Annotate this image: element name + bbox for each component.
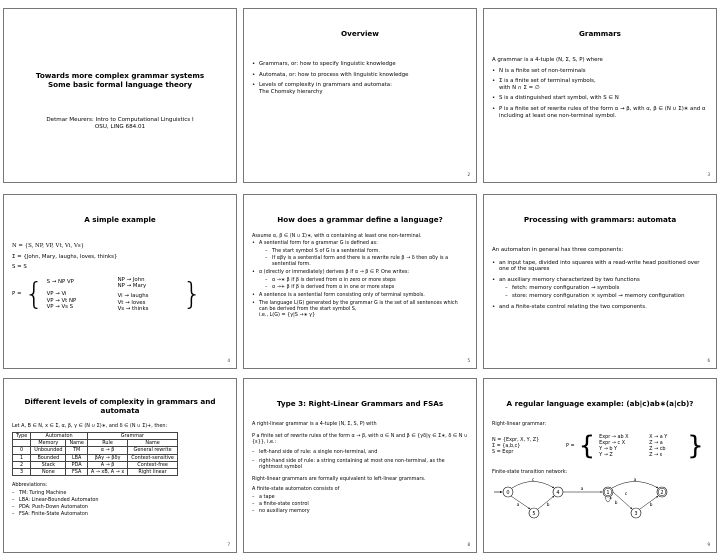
- abbr-list: [12, 490, 228, 517]
- table-cell: Name: [66, 440, 87, 447]
- sub-item: – left-hand side of rule: a single non-terminal, and: [252, 449, 378, 455]
- grammar-block: [492, 433, 708, 459]
- bullet-text: N is a finite set of non-terminals: [499, 67, 586, 74]
- slide-7: [3, 378, 237, 553]
- table-header-row: [13, 433, 178, 440]
- bullet: • and a finite-state control relating the two components.: [492, 303, 647, 310]
- slide-2-body: [252, 61, 468, 99]
- fsa-edge-label: b: [546, 503, 550, 508]
- bullet-text: an input tape, divided into squares with a read-write head positioned over one of the squares: [499, 259, 700, 273]
- brace-right: }: [687, 431, 704, 461]
- grammar-defs: [492, 437, 562, 455]
- chomsky-table: [12, 432, 178, 476]
- table-cell: 2: [13, 461, 31, 468]
- sub-list: [265, 277, 468, 290]
- bullet-text: A sentence is a sentential form consisting only of terminal symbols.: [259, 292, 425, 298]
- sub-item: – If αβγ is a sentential form and there is a rewrite rule β → δ then αδγ is a sentential form.: [265, 255, 449, 267]
- rule: NP → Mary: [117, 283, 147, 290]
- bullet: • The language L(G) generated by the grammar G is the set of all sentences which can be derived from the start symbol S, i.e., L(G) = {γ|S →∗ γ}: [252, 300, 458, 318]
- abbr-title: Abbreviations:: [12, 482, 48, 489]
- slide-7-title: Different levels of complexity in grammars and automata: [24, 397, 216, 415]
- intro-text: A grammar is a 4-tuple (N, Σ, S, P) where: [492, 57, 603, 63]
- bullet-text: Σ is a finite set of terminal symbols, with N ∩ Σ = ∅: [499, 78, 596, 91]
- bullet: • S is a distinguished start symbol, with S ∈ N: [492, 95, 619, 102]
- slide-8-body: [252, 421, 468, 515]
- p-label: P =: [12, 291, 22, 298]
- sub-item: – The start symbol S of G is a sentential form.: [265, 248, 380, 254]
- slide-1-author: Detmar Meurers: Intro to Computational Linguistics I OSU, LING 684.01: [46, 117, 194, 130]
- table-subheader-row: [13, 440, 178, 447]
- intro-text: A right-linear grammar is a 4-tuple (N, Σ, S, P) with: [252, 421, 377, 427]
- bullet: • Grammars, or: how to specify linguistic knowledge: [252, 61, 396, 67]
- slide-3-body: [492, 57, 708, 123]
- sub-item: – fetch: memory configuration → symbols: [505, 285, 620, 292]
- fsa-intro: A finite-state automaton consists of: [252, 486, 340, 492]
- page-number: 3: [707, 172, 710, 177]
- nonterminals-line: N = {Expr, X, Y, Z}: [492, 437, 540, 443]
- fsa-edge-label: a: [516, 503, 520, 508]
- slide-2-title: Overview: [341, 29, 379, 38]
- brace-left: {: [578, 431, 596, 461]
- sub-text: α →∗ β if β is derived from α in zero or more steps: [272, 277, 396, 283]
- table-header: Type: [13, 433, 31, 440]
- bullet: • A sentential form for a grammar G is defined as: – The start symbol S of G is a sentential form. – If αβγ is a sentential form and there is a rewrite rule β → δ then αδγ is a sentential form.: [252, 240, 468, 267]
- table-cell: Stack: [31, 461, 66, 468]
- abbr-item: – FSA: Finite-State Automaton: [12, 511, 88, 518]
- fsa-title: Finite-state transition network:: [492, 469, 568, 475]
- rule: VP → Vt NP: [46, 297, 77, 304]
- page-number: 2: [467, 172, 470, 177]
- p-label: P =: [566, 443, 575, 449]
- fsa-edge: [511, 496, 530, 509]
- slide-1-title: Towards more complex grammar systems Some basic formal language theory: [35, 71, 205, 89]
- fsa-state-label: 1: [606, 490, 610, 496]
- sub-text: The start symbol S of G is a sentential form.: [272, 248, 380, 254]
- table-cell: A → xB, A → x: [87, 469, 127, 476]
- sub-text: store: memory configuration × symbol → memory configuration: [512, 292, 685, 299]
- sub-list: [252, 449, 468, 470]
- bullet: • P is a finite set of rewrite rules of the form α → β, with α, β ∈ (N ∪ Σ)∗ and α including at least one non-terminal symbol.: [492, 105, 706, 119]
- sub-item: – α →+ β if β is derived from α in one or more steps: [265, 284, 395, 290]
- slide-6-title: Processing with grammars: automata: [523, 215, 677, 224]
- bullet: • Levels of complexity in grammars and automata: The Chomsky hierarchy: [252, 82, 392, 95]
- fsa-edge-label: b: [614, 501, 618, 506]
- fsa-item: – a finite-state control: [252, 501, 309, 507]
- rules-left: [47, 279, 115, 311]
- fsa-text: a finite-state control: [259, 501, 309, 507]
- abbr-text: TM: Turing Machine: [19, 490, 67, 497]
- slide-9: [483, 378, 717, 553]
- rules-right: [649, 434, 683, 458]
- rules-block: [12, 277, 228, 313]
- table-cell: FSA: [66, 469, 87, 476]
- slide-9-title: A regular language example: (ab|c)ab∗(a|cb)?: [506, 399, 694, 408]
- slide-5-title: How does a grammar define a language?: [277, 215, 443, 224]
- table-cell: PDA: [66, 461, 87, 468]
- bullet: • Σ is a finite set of terminal symbols, with N ∩ Σ = ∅: [492, 78, 596, 91]
- page-number: 7: [227, 542, 230, 547]
- table-cell: TM: [66, 447, 87, 454]
- table-cell: General rewrite: [128, 447, 178, 454]
- table-cell: Context-sensitive: [128, 454, 178, 461]
- nonterminals-line: N = {S, NP, VP, Vt, Vi, Vs}: [12, 243, 85, 249]
- bullet: • N is a finite set of non-terminals: [492, 67, 586, 74]
- bullet: • an input tape, divided into squares with a read-write head positioned over one of the squares: [492, 259, 700, 273]
- table-cell: [13, 440, 31, 447]
- fsa-state-label: 4: [556, 490, 560, 496]
- rule: S → NP VP: [46, 278, 74, 285]
- rule: Expr → ab X: [599, 434, 629, 440]
- bullet-text: Grammars, or: how to specify linguistic knowledge: [259, 61, 396, 67]
- bullet-text: Automata, or: how to process with linguistic knowledge: [259, 71, 409, 78]
- fsa-edge: [605, 497, 611, 502]
- fsa-edge-label: c: [531, 478, 535, 483]
- brace-right: }: [182, 276, 202, 312]
- fsa-edge-label: a: [633, 478, 637, 483]
- rule: VP → Vs S: [46, 304, 74, 311]
- page-number: 8: [467, 542, 470, 547]
- intro-text: Let A, B ∈ N, x ∈ Σ, α, β, γ ∈ (N ∪ Σ)∗, and δ ∈ (N ∪ Σ)+, then:: [12, 423, 168, 429]
- fsa-network: [492, 475, 704, 525]
- page-number: 9: [707, 542, 710, 547]
- terminals-line: Σ = {John, Mary, laughs, loves, thinks}: [12, 253, 118, 260]
- bullet-text: and a finite-state control relating the two components.: [499, 303, 647, 310]
- bullet-text: Levels of complexity in grammars and automata: The Chomsky hierarchy: [259, 82, 392, 95]
- table-cell: 3: [13, 469, 31, 476]
- table-cell: Bounded: [31, 454, 66, 461]
- rules-right: [118, 277, 180, 313]
- abbr-text: LBA: Linear-Bounded Automaton: [19, 497, 99, 504]
- rule: Expr → c X: [599, 440, 626, 446]
- rlg-title: Right-linear grammar:: [492, 421, 547, 427]
- fsa-item: – a tape: [252, 494, 275, 500]
- bullet: • A sentence is a sentential form consisting only of terminal symbols.: [252, 292, 425, 298]
- table-header: Automaton: [31, 433, 88, 440]
- p-definition: P a finite set of rewrite rules of the form α → β, with α ∈ N and β ∈ {γδ|γ ∈ Σ∗, δ ∈ N ∪ {ε}}, i.e.:: [252, 433, 468, 445]
- sub-text: α →+ β if β is derived from α in one or more steps: [272, 284, 395, 290]
- fsa-text: no auxiliary memory: [259, 508, 310, 514]
- fsa-edge-label: c: [624, 492, 628, 497]
- abbr-text: PDA: Push-Down Automaton: [19, 504, 89, 511]
- bullet-text: P is a finite set of rewrite rules of the form α → β, with α, β ∈ (N ∪ Σ)∗ and α including at least one non-terminal symbol.: [499, 105, 706, 119]
- sub-text: left-hand side of rule: a single non-terminal, and: [259, 449, 378, 455]
- slide-2: [243, 8, 477, 183]
- start-line: S = S: [12, 264, 27, 271]
- bullet-text: α (directly or immediately) derives β if α → β ∈ P. One writes:: [259, 269, 410, 275]
- slide-6-body: [492, 247, 708, 314]
- rule: Z → a: [649, 440, 663, 446]
- table-cell: Memory: [31, 440, 66, 447]
- slide-4-body: [12, 243, 228, 313]
- fsa-edge-label: a: [580, 487, 584, 492]
- abbr-text: FSA: Finite-State Automaton: [19, 511, 88, 518]
- table-cell: Rule: [87, 440, 127, 447]
- fsa-state-label: 5: [532, 511, 536, 517]
- table-row: [13, 469, 178, 476]
- table-cell: Unbounded: [31, 447, 66, 454]
- table-cell: None: [31, 469, 66, 476]
- abbr-item: – PDA: Push-Down Automaton: [12, 504, 89, 511]
- slide-8-title: Type 3: Right-Linear Grammars and FSAs: [276, 399, 444, 408]
- page-number: 4: [227, 358, 230, 363]
- bullet-text: an auxiliary memory characterized by two functions: [499, 276, 640, 283]
- sub-text: right-hand side of rule: a string containing at most one non-terminal, as the rightmost symbol: [259, 458, 445, 470]
- sub-text: fetch: memory configuration → symbols: [512, 285, 620, 292]
- rule: Vt → loves: [117, 299, 146, 306]
- slide-3-title: Grammars: [579, 29, 621, 38]
- abbr-item: – TM: Turing Machine: [12, 490, 67, 497]
- rule: Z → cb: [649, 446, 666, 452]
- slide-7-body: [12, 423, 228, 518]
- slide-5-body: [252, 233, 468, 322]
- sub-text: If αβγ is a sentential form and there is a rewrite rule β → δ then αδγ is a sentential form.: [272, 255, 449, 267]
- bullet: • an auxiliary memory characterized by two functions – fetch: memory configuration → symbols – store: memory configuration × symbol → memory configuration: [492, 277, 708, 300]
- rule: Vs → thinks: [117, 306, 149, 313]
- sub-list: [265, 248, 468, 267]
- slide-4-title: A simple example: [84, 215, 156, 224]
- sub-item: – α →∗ β if β is derived from α in zero or more steps: [265, 277, 396, 283]
- page-number: 5: [467, 358, 470, 363]
- sub-list: [505, 285, 708, 299]
- intro-text: An automaton in general has three components:: [492, 247, 624, 253]
- sub-item: – right-hand side of rule: a string containing at most one non-terminal, as the rightmost symbol: [252, 458, 445, 470]
- table-header: Grammar: [87, 433, 177, 440]
- table-row: [13, 447, 178, 454]
- table-cell: Right linear: [128, 469, 178, 476]
- abbr-item: – LBA: Linear-Bounded Automaton: [12, 497, 99, 504]
- intro-text: Assume α, β ∈ (N ∪ Σ)∗, with α containing at least one non-terminal.: [252, 233, 422, 239]
- slide-8: [243, 378, 477, 553]
- rule: X → a Y: [649, 434, 668, 440]
- sub-item: – store: memory configuration × symbol → memory configuration: [505, 292, 685, 299]
- rule: Y → Z: [599, 452, 613, 458]
- fsa-list: [252, 494, 468, 514]
- brace-left: {: [24, 276, 44, 312]
- rule: Y → b Y: [599, 446, 617, 452]
- table-cell: Name: [128, 440, 178, 447]
- table-row: [13, 461, 178, 468]
- bullet: • α (directly or immediately) derives β if α → β ∈ P. One writes: – α →∗ β if β is derived from α in zero or more steps – α →+ β if β is derived from α in one or more steps: [252, 269, 468, 290]
- rule: VP → Vi: [46, 291, 67, 298]
- table-row: [13, 454, 178, 461]
- table-cell: 0: [13, 447, 31, 454]
- slide-4: [3, 194, 237, 369]
- fsa-text: a tape: [259, 494, 275, 500]
- fsa-item: – no auxiliary memory: [252, 508, 310, 514]
- start-line: S = Expr: [492, 449, 514, 455]
- page-number: 6: [707, 358, 710, 363]
- table-cell: A → β: [87, 461, 127, 468]
- bullet-text: A sentential form for a grammar G is defined as:: [259, 240, 378, 246]
- bullet-text: S is a distinguished start symbol, with S ∈ N: [499, 95, 619, 102]
- equivalence-text: Right-linear grammars are formally equivalent to left-linear grammars.: [252, 476, 426, 482]
- fsa-edge-label: b: [649, 503, 653, 508]
- table-cell: 1: [13, 454, 31, 461]
- slide-5: [243, 194, 477, 369]
- terminals-line: Σ = {a,b,c}: [492, 443, 521, 449]
- rule: Vi → laughs: [117, 292, 149, 299]
- rules-left: [599, 434, 645, 458]
- bullet-text: The language L(G) generated by the grammar G is the set of all sentences which can be derived from the start symbol S, i.e., L(G) = {γ|S →∗ γ}: [259, 300, 458, 318]
- fsa-state-label: 2: [660, 490, 664, 496]
- slide-3: [483, 8, 717, 183]
- slide-9-body: [492, 421, 708, 525]
- rule: Z → ε: [649, 452, 663, 458]
- fsa-state-label: 0: [506, 490, 510, 496]
- rule: NP → John: [117, 276, 145, 283]
- table-cell: α → β: [87, 447, 127, 454]
- fsa-state-label: 3: [634, 511, 638, 517]
- slide-6: [483, 194, 717, 369]
- table-cell: LBA: [66, 454, 87, 461]
- bullet: • Automata, or: how to process with linguistic knowledge: [252, 71, 409, 78]
- table-cell: Context-free: [128, 461, 178, 468]
- slide-1: [3, 8, 237, 183]
- table-cell: βAγ → βδγ: [87, 454, 127, 461]
